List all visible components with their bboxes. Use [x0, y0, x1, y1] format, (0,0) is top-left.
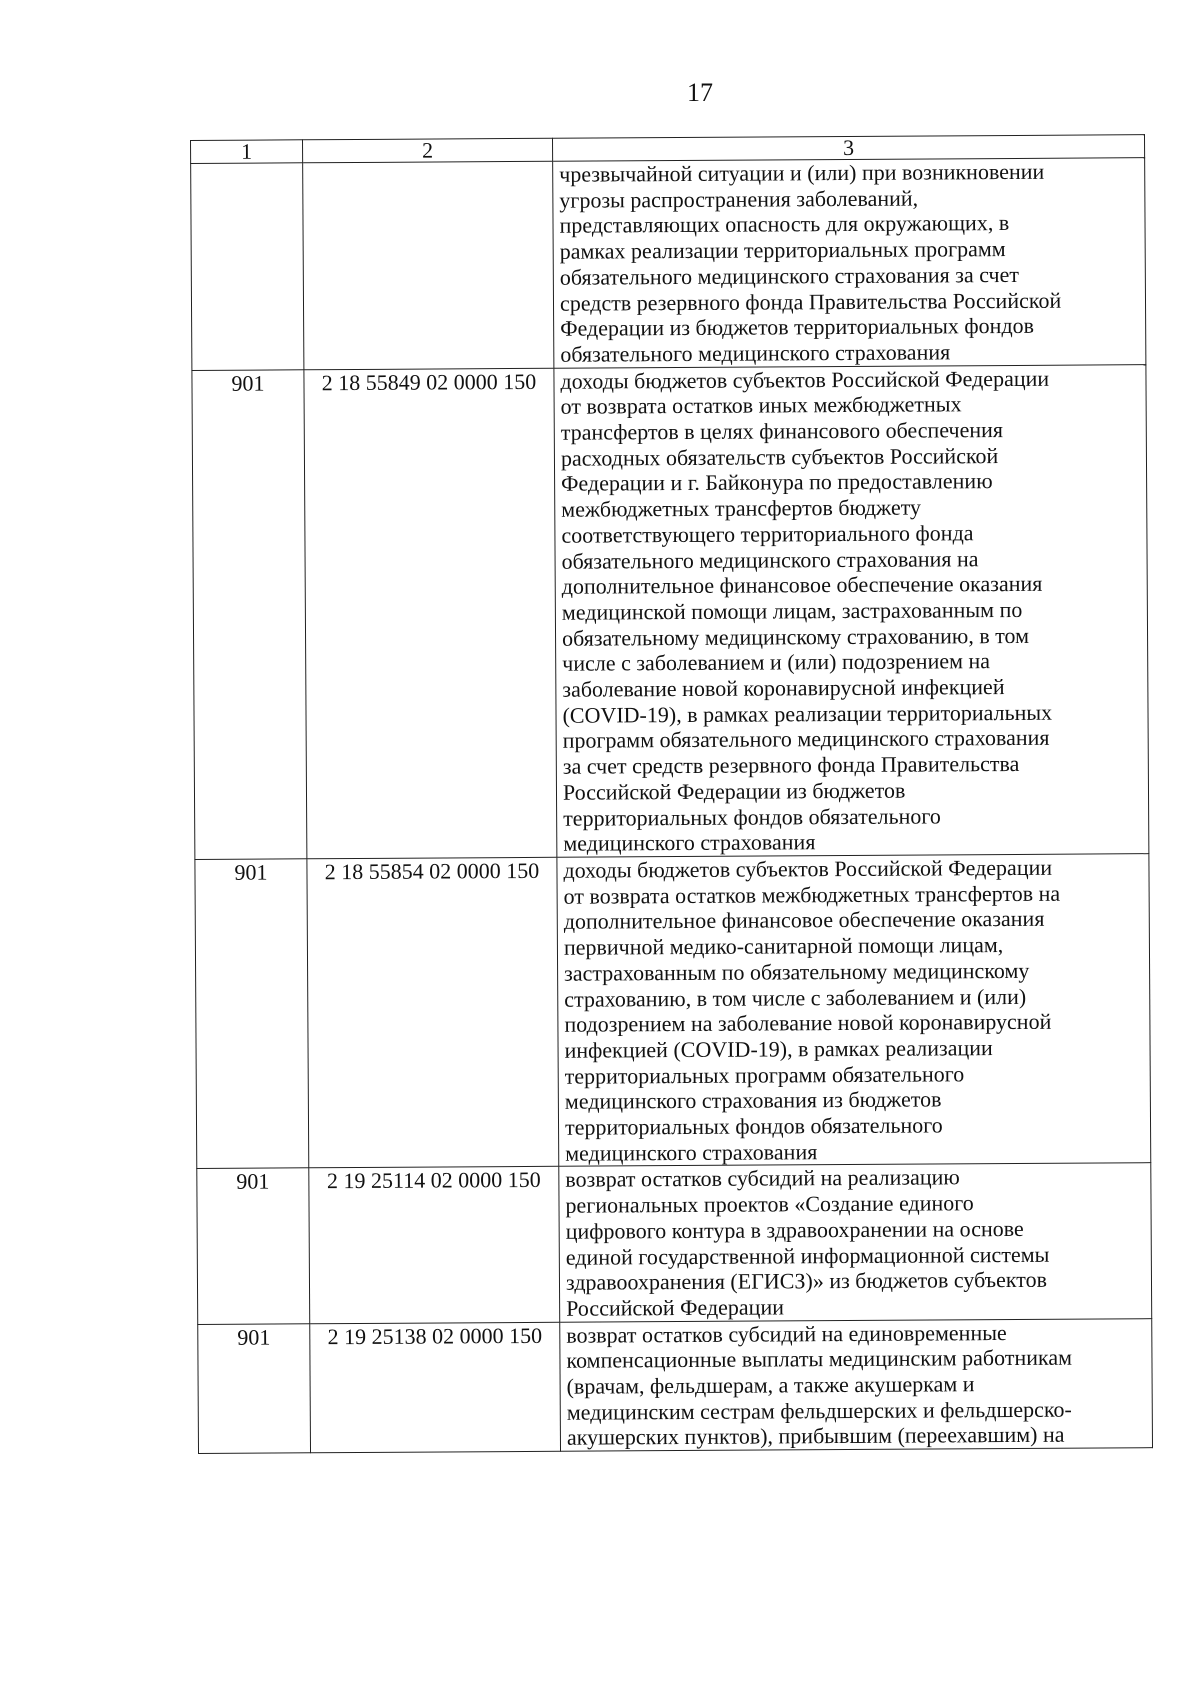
admin-code-cell: 901	[192, 369, 307, 859]
description-line: (врачам, фельдшерам, а также акушеркам и	[566, 1371, 975, 1399]
budget-classification-code-cell	[303, 161, 554, 369]
description-line: расходных обязательств субъектов Российской	[560, 442, 999, 471]
description-line: доходы бюджетов субъектов Российской Федерации	[560, 365, 1050, 394]
description-line: дополнительное финансовое обеспечение оказания	[561, 571, 1043, 599]
table-row	[195, 854, 1151, 1169]
description-line: угрозы распространения заболеваний,	[559, 185, 919, 213]
description-line: обязательного медицинского страхования	[560, 339, 951, 367]
description-line: от возврата остатков межбюджетных трансфертов на	[563, 880, 1061, 909]
revenue-description-cell	[559, 1163, 1152, 1322]
description-line: обязательного медицинского страхования на	[561, 545, 979, 574]
table-row	[197, 1163, 1152, 1324]
description-line: (COVID-19), в рамках реализации территориальных	[562, 699, 1053, 728]
description-line: цифрового контура в здравоохранении на основе	[565, 1215, 1024, 1244]
description-line: территориальных программ обязательного	[564, 1060, 965, 1089]
header-col-3: 3	[552, 135, 1144, 162]
budget-classification-code-cell: 2 18 55849 02 0000 150	[304, 368, 557, 859]
description-line: региональных проектов «Создание единого	[565, 1190, 974, 1218]
description-line: территориальных фондов обязательного	[564, 1112, 943, 1140]
description-line: инфекцией (COVID-19), в рамках реализации	[564, 1035, 993, 1063]
description-line: чрезвычайной ситуации и (или) при возникновении	[559, 158, 1045, 187]
description-line: компенсационные выплаты медицинским работникам	[566, 1344, 1073, 1374]
description-line: Федерации из бюджетов территориальных фондов	[560, 313, 1035, 341]
description-line: соответствующего территориального фонда	[561, 520, 974, 548]
table-body	[191, 158, 1153, 1454]
budget-classification-code-cell: 2 19 25114 02 0000 150	[309, 1167, 560, 1324]
budget-classification-code-cell: 2 18 55854 02 0000 150	[307, 857, 559, 1168]
description-line: первичной медико-санитарной помощи лицам,	[563, 932, 1004, 960]
revenue-description-cell	[557, 854, 1151, 1167]
description-line: здравоохранения (ЕГИСЗ)» из бюджетов субъектов	[565, 1267, 1048, 1295]
admin-code-cell: 901	[195, 859, 309, 1169]
description-line: представляющих опасность для окружающих, в	[559, 210, 1010, 239]
description-line: Федерации и г. Байконура по предоставлению	[561, 468, 993, 497]
description-line: медицинским сестрам фельдшерских и фельдшерско-	[566, 1396, 1072, 1425]
revenue-description-cell	[553, 158, 1146, 368]
description-line: возврат остатков субсидий на единовременные	[566, 1319, 1007, 1348]
revenue-description-cell	[560, 1318, 1153, 1451]
description-line: застрахованным по обязательному медицинскому	[564, 957, 1030, 986]
table-row	[191, 158, 1146, 370]
description-line: медицинского страхования	[565, 1138, 818, 1166]
description-line: обязательному медицинскому страхованию, в том	[561, 622, 1030, 651]
header-col-2: 2	[303, 138, 553, 163]
description-line: подозрением на заболевание новой коронавирусной	[564, 1008, 1052, 1037]
description-line: медицинского страхования из бюджетов	[564, 1086, 942, 1115]
revenue-code-table	[190, 134, 1153, 1454]
revenue-description-cell	[554, 364, 1149, 857]
description-line: числе с заболеванием и (или) подозрением на	[562, 648, 991, 677]
description-line: акушерских пунктов), прибывшим (переехавшим) на	[566, 1422, 1065, 1451]
description-line: медицинской помощи лицам, застрахованным по	[561, 596, 1023, 625]
description-line: возврат остатков субсидий на реализацию	[565, 1164, 960, 1193]
admin-code-cell	[191, 163, 304, 370]
admin-code-cell: 901	[198, 1323, 311, 1453]
description-line: Российской Федерации из бюджетов	[562, 777, 906, 805]
header-col-1: 1	[191, 140, 303, 164]
description-line: обязательного медицинского страхования за счет	[559, 261, 1020, 290]
table-row	[198, 1318, 1153, 1453]
description-line: трансфертов в целях финансового обеспечения	[560, 417, 1004, 445]
description-line: медицинского страхования	[563, 829, 816, 857]
description-line: от возврата остатков иных межбюджетных	[560, 391, 962, 420]
description-line: межбюджетных трансфертов бюджету	[561, 494, 922, 522]
description-line: за счет средств резервного фонда Правительства	[562, 751, 1020, 779]
description-line: единой государственной информационной системы	[565, 1241, 1050, 1270]
description-line: заболевание новой коронавирусной инфекцией	[562, 674, 1005, 702]
table-row	[192, 364, 1149, 859]
admin-code-cell: 901	[197, 1168, 310, 1324]
description-line: дополнительное финансовое обеспечение оказания	[563, 906, 1045, 935]
description-line: средств резервного фонда Правительства Российской	[559, 287, 1062, 316]
description-line: программ обязательного медицинского страхования	[562, 725, 1050, 754]
budget-classification-code-cell: 2 19 25138 02 0000 150	[310, 1322, 561, 1453]
description-line: рамках реализации территориальных программ	[559, 236, 1006, 264]
description-line: доходы бюджетов субъектов Российской Федерации	[563, 854, 1053, 883]
description-line: страхованию, в том числе с заболеванием и (или)	[564, 983, 1027, 1012]
description-line: Российской Федерации	[566, 1294, 785, 1321]
page-number: 17	[687, 78, 713, 107]
description-line: территориальных фондов обязательного	[563, 803, 941, 831]
